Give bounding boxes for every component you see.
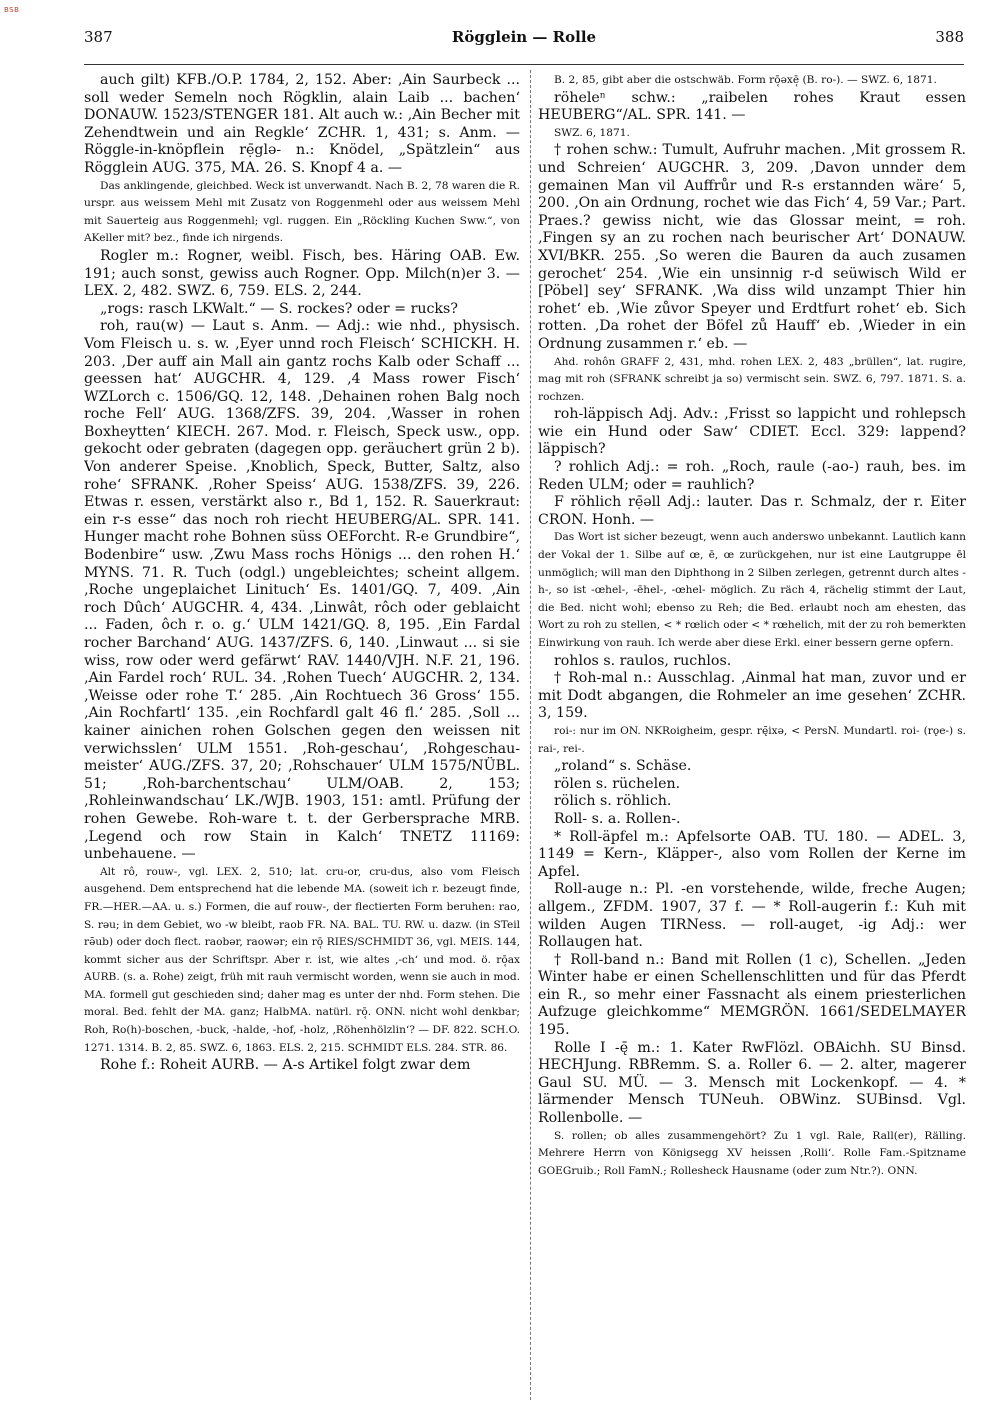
entry-roll-aepfel: * Roll-äpfel m.: Apfelsorte OAB. TU. 180. — ADEL. 3, 1149 = Kern-, Kläpper-, also vom Rollen der Kerne im Apfel. — [538, 828, 966, 880]
header-rule — [84, 64, 964, 65]
entry-roehlich: F röhlich rẹ̄əll Adj.: lauter. Das r. Schmalz, der r. Eiter CRON. Honh. — — [538, 494, 966, 528]
entry-roll: Roll- s. a. Rollen-. — [554, 810, 681, 827]
entry-rogler: Rogler m.: Rogner, weibl. Fisch, bes. Häring OAB. Ew. 191; auch sonst, gewiss auch Rogner. Opp. Milch(n)er 3. — LEX. 2, 482. SWZ. 6, 759. ELS. 2, 244. — [84, 247, 520, 300]
entry-roh-laeppisch: roh-läppisch Adj. Adv.: ‚Frisst so lappicht und rohlepsch wie ein Hund oder Saw‘ CDIET. Eccl. 329: lappend? läppisch? — [538, 406, 966, 458]
right-column — [538, 72, 966, 1404]
entry-note: Ahd. rohôn GRAFF 2, 431, mhd. rohen LEX. 2, 483 „brüllen“, lat. rugire, mag mit roh (SFRANK schreibt ja so) vermischt sein. SWZ. 6, 797. 1871. S. a. rochzen. — [538, 355, 966, 403]
entry-roi: roi-: nur im ON. NKRoigheim, gespr. rę̄ixə, < PersN. Mundartl. roi- (rǫe-) s. rai-, rei-. — [538, 724, 966, 755]
entry-roland: „roland“ s. Schäse. — [554, 758, 692, 775]
entry-rogs: „rogs: rasch LKWalt.“ — S. rockes? oder = rucks? — [100, 300, 458, 317]
entry-rohlich: ? rohlich Adj.: = roh. „Roch, raule (-ao-) rauh, bes. im Reden ULM; oder = rauhlich? — [538, 459, 966, 493]
entry-roll-auge: Roll-auge n.: Pl. -en vorstehende, wilde, freche Augen; allgem., ZFDM. 1907, 37 f. — * Roll-augerin f.: Kuh mit wilden Augen TIRNess. — roll-auget, -ig Adj.: wer Rollaugen hat. — [538, 881, 966, 951]
page-header — [84, 28, 964, 54]
entry-note: S. rollen; ob alles zusammengehört? Zu 1 vgl. Rale, Rall(er), Rälling. Mehrere Herrn von Königsegg XV heissen ‚Rolli‘. Rolle Fam.-Spitzname GOEGruib.; Roll FamN.; Rollesheck Hausname (oder zum Ntr.?). ONN. — [538, 1129, 966, 1177]
library-stamp: BSB — [4, 6, 20, 14]
running-title: Rögglein — Rolle — [451, 28, 597, 46]
entry-roh-mal: † Roh-mal n.: Ausschlag. ‚Ainmal hat man, zuvor und er mit Dodt abgangen, die Rohmeler an ime gesehen‘ ZCHR. 3, 159. — [538, 670, 966, 722]
entry-roll-band: † Roll-band n.: Band mit Rollen (1 c), Schellen. „Jeden Winter habe er einen Schellenschlitten und für das Pferdt ein R., so mehr einer Fassnacht als einem priesterlichen Aufzuge gleichkomme“ MEMGRÖN. 1661/SEDELMAYER 195. — [538, 951, 966, 1039]
entry-rohlos: rohlos s. raulos, ruchlos. — [554, 652, 732, 669]
page-number-left: 387 — [84, 28, 113, 46]
entry-roh: roh, rau(w) — Laut s. Anm. — Adj.: wie nhd., physisch. Vom Fleisch u. s. w. ‚Eyer unnd roch Fleisch‘ SCHICKH. H. 203. ‚Der auff ain Mall ain gantz rochs Kalb oder Schaff ... geessen hat‘ AUGCHR. 4, 129. ‚4 Mass rower Fisch‘ WZLorch c. 1506/GQ. 12, 148. ‚Dehainen rohen Balg noch roche Fell‘ AUG. 1368/ZFS. 39, 204. ‚Wasser in rohen Boxheytten‘ KIECH. 267. Mod. r. Fleisch, Speck usw., opp. gekocht oder gebraten (dagegen opp. geräuchert grün 2 b). Von anderer Speise. ‚Knoblich, Speck, Butter, Saltz, also rohe‘ SFRANK. ‚Roher Speiss‘ AUG. 1538/ZFS. 39, 226. Etwas r. essen, verstärkt also r., Bd 1, 152. R. Sauerkraut: ein r-s esse“ das noch roh riecht HEUBERG/AL. SPR. 141. Hunger macht rohe Bohnen süss OEForcht. R-e Grundbire“, Bodenbire“ usw. ‚Zwu Mass rochs Hönigs ... den rohen H.‘ MYNS. 71. R. Tuch (odgl.) ungebleichtes; scheint allgem. ‚Roche ungeplaichet Linituch‘ Es. 1401/GQ. 7, 409. ‚Ain roch Dûch‘ AUGCHR. 4, 434. ‚Linwât, rôch oder geblaicht ... Faden, ôch r. o. g.‘ ULM 1421/GQ. 8, 195. ‚Ein Fardal rocher Barchand‘ AUG. 1437/ZFS. 6, 140. ‚Linwaut ... si sie wiss, row oder werd gefärwt‘ RAV. 1440/VJH. N.F. 21, 196. ‚Ain Fardel roch‘ RUL. 34. ‚Rohen Tuech‘ AUGCHR. 2, 134. ‚Weisse oder rohe T.‘ 285. ‚Ain Rochtuech 36 Gross‘ 155. ‚Ain Rochfartl‘ 135. ‚ein Rochfardl galt 46 fl.‘ 285. ‚Soll ... kainer ainichen rohen Golschen gegen den weissen nit verwichsslen‘ ULM 1551. ‚Roh-geschau‘, ‚Rohgeschau-meister‘ AUG./ZFS. 37, 20; ‚Rohschauer‘ ULM 1575/NÜBL. 51; ‚Roh-barchentschau‘ ULM/OAB. 2, 153; ‚Rohleinwandschau‘ LK./WJB. 1903, 151: amtl. Prüfung der rohen Gewebe. Roh-ware t. t. der Gerbersprache MRB. ‚Legend och row Stain in Kalch‘ TNETZ 11169: unbehauene. — — [84, 318, 520, 863]
left-column — [84, 72, 520, 1404]
column-divider — [530, 70, 531, 1400]
entry-roelich: rölich s. röhlich. — [554, 793, 672, 810]
entry-rolle: Rolle I -ę̄ m.: 1. Kater RwFlözl. OBAichh. SU Binsd. HECHJung. RBRemm. S. a. Roller 6. — 2. alter, magerer Gaul SU. MÜ. — 3. Mensch mit Lockenkopf. — 4. * lärmender Mensch TUNeuh. OBWinz. SUBinsd. Vgl. Rollenbolle. — — [538, 1039, 966, 1127]
entry-note: B. 2, 85, gibt aber die ostschwäb. Form rō̜əxē̜ (B. ro-). — SWZ. 6, 1871. — [554, 74, 937, 86]
entry-roheln: röheleⁿ schw.: „raibelen rohes Kraut essen HEUBERG“/AL. SPR. 141. — — [538, 89, 966, 124]
entry-rohen: † rohen schw.: Tumult, Aufruhr machen. ‚Mit grossem R. und Schreien‘ AUGCHR. 3, 209. ‚Davon unnder dem gemainen Man vil Auffrůr und R-s erstannden wäre‘ 5, 200. ‚On ain Ordnung, rochet wie das Fich‘ 4, 59 Var.; Part. Praes.? gewiss nicht, wie das Glossar meint, = roh. ‚Fingen sy an zu rochen nach beurischer Art‘ DONAUW. XVI/BKR. 255. ‚So weren die Bauren da auch zusamen gerochet‘ 254. ‚Wie ein unsinnig r-d seüwisch Wild er [Pöbel] sey‘ SFRANK. ‚Wa diss wild unzampt Thier hin rohet‘ eb. ‚Wie zůvor Speyer und Erdtfurt rohet‘ eb. Sich rotten. ‚Da rohet der Böfel zů Hauff‘ eb. ‚Wieder in ein Ordnung zusammen r.‘ eb. — — [538, 142, 966, 352]
entry-roelen: rölen s. rüchelen. — [554, 775, 681, 792]
entry-rohe: Rohe f.: Roheit AURB. — A-s Artikel folgt zwar dem — [100, 1057, 471, 1074]
entry-note: SWZ. 6, 1871. — [554, 126, 630, 139]
entry-note: Das anklingende, gleichbed. Weck ist unverwandt. Nach B. 2, 78 waren die R. urspr. aus weissem Mehl mit Zusatz von Roggenmehl oder aus weissem Mehl mit Sauerteig aus Roggenmehl; vgl. ruggen. Ein „Röckling Kuchen Sww.“, von AKeller mit? bez., finde ich nirgends. — [84, 179, 520, 245]
page-number-right: 388 — [935, 28, 964, 46]
entry-paragraph: auch gilt) KFB./O.P. 1784, 2, 152. Aber: ‚Ain Saurbeck ... soll weder Semeln noch Rögklin, alain Laib ... bachen‘ DONAUW. 1523/STENGER 181. Alt auch w.: ‚Ain Becher mit Zehendtwein und ain Regkle‘ ZCHR. 1, 431; s. Anm. — Röggle-in-knöpflein rẹ̄glə- n.: Knödel, „Spätzlein“ aus Rögglein AUG. 375, MA. 26. S. Knopf 4 a. — — [84, 72, 520, 176]
entry-note: Das Wort ist sicher bezeugt, wenn auch anderswo unbekannt. Lautlich kann der Vokal der 1. Silbe auf œ, ē, œ zurückgehen, nur ist eine Lautgruppe ēl unmöglich; will man den Diphthong in 2 Silben zerlegen, getrennt durch altes -h-, so ist -œhel-, -ēhel-, -œhel- möglich. Zu räch 4, rächelig stimmt der Laut, die Bed. nicht wohl; ebenso zu Reh; die Bed. erlaubt noch am ehesten, das Wort zu roh zu stellen, < * rœlich oder < * rœhelich, mit der zu roh bemerkten Einwirkung von rauh. Ich werde aber diese Erkl. einer bessern gerne opfern. — [538, 531, 966, 649]
entry-note: Alt rô, rouw-, vgl. LEX. 2, 510; lat. cru-or, cru-dus, also vom Fleisch ausgehend. Dem entsprechend hat die lebende MA. (soweit ich r. bezeugt finde, FR.—HER.—AA. u. s.) Formen, die auf rouw-, der flectierten Form beruhen: rao, S. rəu; in dem Gebiet, wo -w bleibt, raob FR. NA. BAL. TU. RW. u. dazw. (in STeil rə̄ub) oder doch flect. raobər, raowər; ein rō̜ RIES/SCHMIDT 36, vgl. MEIS. 144, kommt sicher aus der Schriftspr. Aber r. ist, wie altes ‚-ch‘ und mod. ö. rō̜ax AURB. (s. a. Rohe) zeigt, früh mit rauh vermischt worden, wenn sie auch in mod. MA. formell gut geschieden sind; daher mag es unter der nhd. Form stehen. Die moral. Bed. fehlt der MA. ganz; HalbMA. natürl. rō̜. ONN. nicht wohl denkbar; Roh, Ro(h)-boschen, -buck, -halde, -hof, -holz, ‚Röhenhölzlin‘? — DF. 822. SCH.O. 1271. 1314. B. 2, 85. SWZ. 6, 1863. ELS. 2, 215. SCHMIDT ELS. 284. STR. 86. — [84, 865, 520, 1054]
